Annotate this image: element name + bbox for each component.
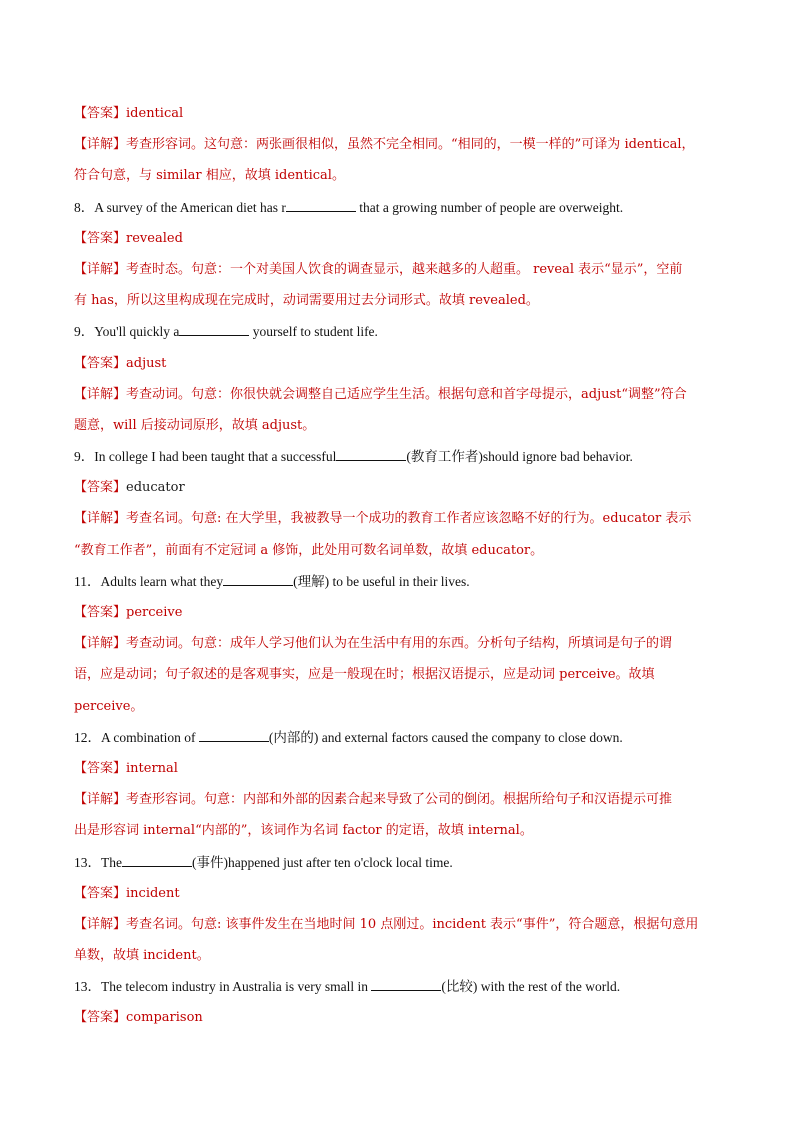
detail-text: 考查形容词。句意：内部和外部的因素合起来导致了公司的倒闭。根据所给句子和汉语提示可推 bbox=[126, 792, 673, 808]
question-prefix: 8．A survey of the American diet has r bbox=[74, 199, 286, 215]
detail-text: 单数，故填 incident。 bbox=[74, 948, 210, 964]
detail-line bbox=[74, 160, 722, 191]
detail-line bbox=[74, 535, 722, 566]
question-prefix: 11．Adults learn what they bbox=[74, 573, 224, 589]
answer-text: internal bbox=[126, 760, 178, 776]
detail-text: 考查名词。句意: 在大学里，我被教导一个成功的教育工作者应该忽略不好的行为。educator 表示 bbox=[126, 511, 692, 527]
answer-line bbox=[74, 597, 722, 628]
detail-text: perceive。 bbox=[74, 698, 144, 714]
answer-blank bbox=[223, 573, 293, 586]
detail-label: 【详解】 bbox=[74, 261, 127, 277]
detail-line bbox=[74, 503, 722, 534]
question-suffix: that a growing number of people are overweight. bbox=[355, 199, 624, 215]
detail-label: 【详解】 bbox=[74, 386, 127, 402]
detail-line bbox=[74, 659, 722, 690]
answer-label: 【答案】 bbox=[74, 230, 127, 246]
question-prefix: 13．The telecom industry in Australia is very small in bbox=[74, 979, 372, 995]
question-prefix: 13．The bbox=[74, 854, 122, 870]
answer-label: 【答案】 bbox=[74, 480, 127, 496]
answer-blank bbox=[336, 448, 406, 461]
question-suffix: yourself to student life. bbox=[249, 324, 378, 340]
detail-line bbox=[74, 909, 722, 940]
detail-line bbox=[74, 815, 722, 846]
answer-text: identical bbox=[126, 106, 184, 121]
answer-text: comparison bbox=[126, 1010, 203, 1026]
question-prefix: 12．A combination of bbox=[74, 729, 199, 745]
detail-line bbox=[74, 691, 722, 722]
answer-label: 【答案】 bbox=[74, 106, 127, 121]
question-suffix: (内部的) and external factors caused the company to close down. bbox=[268, 729, 623, 745]
detail-text: 题意，will 后接动词原形，故填 adjust。 bbox=[74, 417, 316, 433]
answer-line bbox=[74, 878, 722, 909]
answer-line bbox=[74, 1002, 722, 1033]
question-suffix: (理解) to be useful in their lives. bbox=[293, 573, 470, 589]
question-prefix: 9．In college I had been taught that a successful bbox=[74, 449, 337, 465]
detail-line bbox=[74, 784, 722, 815]
detail-text: 语，应是动词；句子叙述的是客观事实，应是一般现在时；根据汉语提示，应是动词 perceive。故填 bbox=[74, 667, 655, 683]
answer-text: perceive bbox=[126, 605, 183, 620]
detail-text: 符合句意，与 similar 相应，故填 identical。 bbox=[74, 168, 345, 184]
question-line bbox=[74, 722, 722, 753]
question-line bbox=[74, 316, 722, 347]
answer-blank bbox=[286, 199, 356, 212]
answer-blank bbox=[179, 323, 249, 336]
detail-line bbox=[74, 410, 722, 441]
detail-label: 【详解】 bbox=[74, 137, 127, 153]
answer-line bbox=[74, 472, 722, 503]
answer-blank bbox=[122, 854, 192, 867]
answer-label: 【答案】 bbox=[74, 760, 127, 776]
detail-line bbox=[74, 285, 722, 316]
detail-text: 考查动词。句意：你很快就会调整自己适应学生生活。根据句意和首字母提示，adjust“调整”符合 bbox=[126, 386, 687, 402]
answer-label: 【答案】 bbox=[74, 355, 127, 371]
question-suffix: (事件)happened just after ten o'clock local time. bbox=[192, 854, 453, 870]
answer-line bbox=[74, 98, 722, 129]
detail-text: 考查形容词。这句意：两张画很相似，虽然不完全相同。“相同的，一模一样的”可译为 identical， bbox=[126, 137, 695, 153]
detail-text: 考查名词。句意: 该事件发生在当地时间 10 点刚过。incident 表示“事件”，符合题意，根据句意用 bbox=[126, 916, 699, 932]
answer-label: 【答案】 bbox=[74, 1010, 127, 1026]
question-prefix: 9．You'll quickly a bbox=[74, 324, 180, 340]
question-line bbox=[74, 441, 722, 472]
detail-line bbox=[74, 628, 722, 659]
answer-text: educator bbox=[126, 480, 185, 496]
question-line bbox=[74, 566, 722, 597]
question-line bbox=[74, 192, 722, 223]
answer-blank bbox=[199, 729, 269, 742]
detail-label: 【详解】 bbox=[74, 511, 127, 527]
detail-label: 【详解】 bbox=[74, 792, 127, 808]
detail-label: 【详解】 bbox=[74, 916, 127, 932]
detail-line bbox=[74, 254, 722, 285]
detail-line bbox=[74, 379, 722, 410]
detail-text: 考查动词。句意：成年人学习他们认为在生活中有用的东西。分析句子结构，所填词是句子的谓 bbox=[126, 636, 673, 652]
detail-text: 考查时态。句意：一个对美国人饮食的调查显示，越来越多的人超重。 reveal 表示“显示”，空前 bbox=[126, 261, 683, 277]
detail-text: “教育工作者”，前面有不定冠词 a 修饰，此处用可数名词单数，故填 educator。 bbox=[74, 542, 544, 558]
question-suffix: (比较) with the rest of the world. bbox=[441, 979, 621, 995]
answer-line bbox=[74, 223, 722, 254]
answer-text: incident bbox=[126, 885, 180, 901]
answer-text: adjust bbox=[126, 355, 167, 371]
question-line bbox=[74, 847, 722, 878]
detail-line bbox=[74, 129, 722, 160]
answer-line bbox=[74, 753, 722, 784]
detail-line bbox=[74, 940, 722, 971]
question-suffix: (教育工作者)should ignore bad behavior. bbox=[406, 449, 633, 465]
detail-text: 有 has，所以这里构成现在完成时，动词需要用过去分词形式。故填 revealed。 bbox=[74, 293, 539, 309]
answer-label: 【答案】 bbox=[74, 885, 127, 901]
answer-text: revealed bbox=[126, 230, 183, 246]
answer-label: 【答案】 bbox=[74, 605, 127, 620]
question-line bbox=[74, 971, 722, 1002]
detail-text: 出是形容词 internal“内部的”，该词作为名词 factor 的定语，故填 internal。 bbox=[74, 823, 533, 839]
detail-label: 【详解】 bbox=[74, 636, 127, 652]
answer-blank bbox=[371, 978, 441, 991]
answer-line bbox=[74, 348, 722, 379]
